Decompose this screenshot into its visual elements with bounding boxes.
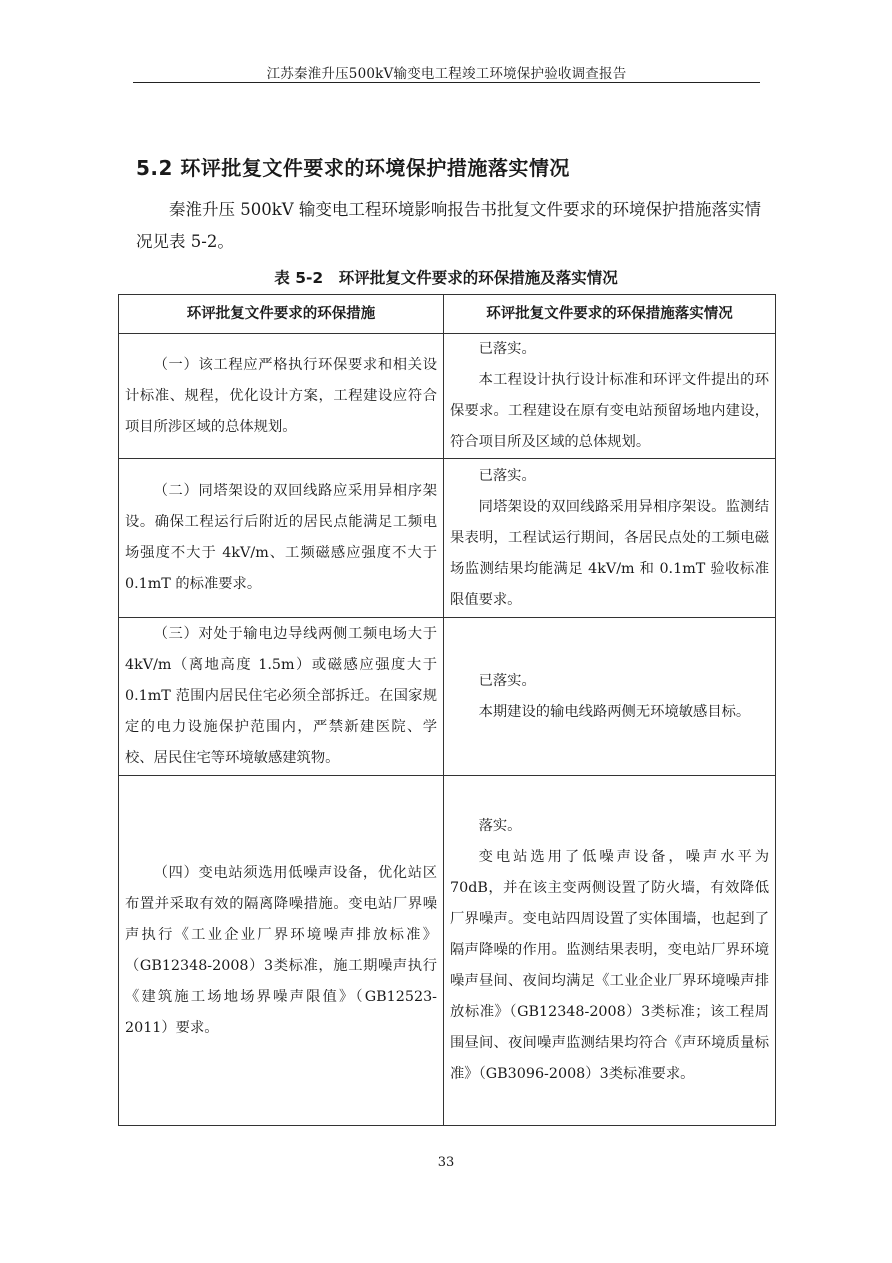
table-caption: 表 5-2 环评批复文件要求的环保措施及落实情况 bbox=[274, 269, 618, 287]
running-header: 江苏秦淮升压500kV输变电工程竣工环境保护验收调查报告 bbox=[266, 66, 627, 82]
status-text: 已落实。 bbox=[478, 467, 536, 484]
status-text: 已落实。 bbox=[478, 672, 536, 689]
requirement-text: （三）对处于输电边导线两侧工频电场大于 4kV/m（离地高度 1.5m）或磁感应强度大于 0.1mT 范围内居民住宅必须全部拆迁。在国家规定的电力设施保护范围内，严禁新建医院、学校、居民住宅等环境敏感建筑物。 bbox=[125, 626, 437, 766]
table-row bbox=[119, 618, 776, 776]
table-header-row bbox=[119, 295, 776, 334]
requirement-cell bbox=[119, 459, 444, 618]
implementation-cell bbox=[444, 459, 776, 618]
header-rule bbox=[133, 82, 760, 83]
requirement-text: （四）变电站须选用低噪声设备，优化站区布置并采取有效的隔离降噪措施。变电站厂界噪声执行《工业企业厂界环境噪声排放标准》（GB12348-2008）3类标准，施工期噪声执行《建筑施工场地场界噪声限值》（GB12523-2011）要求。 bbox=[125, 864, 437, 1036]
intro-paragraph: 秦淮升压 500kV 输变电工程环境影响报告书批复文件要求的环境保护措施落实情况见表 5-2。 bbox=[136, 200, 761, 251]
requirement-cell bbox=[119, 776, 444, 1126]
requirement-cell bbox=[119, 334, 444, 459]
measures-table bbox=[118, 294, 776, 1126]
section-title: 5.2 环评批复文件要求的环境保护措施落实情况 bbox=[136, 156, 570, 180]
table-row bbox=[119, 459, 776, 618]
implementation-text: 本工程设计执行设计标准和环评文件提出的环保要求。工程建设在原有变电站预留场地内建设，符合项目所及区域的总体规划。 bbox=[450, 372, 769, 450]
page-number: 33 bbox=[437, 1155, 455, 1170]
status-text: 已落实。 bbox=[478, 341, 536, 357]
implementation-text: 本期建设的输电线路两侧无环境敏感目标。 bbox=[478, 703, 751, 720]
requirement-cell bbox=[119, 618, 444, 776]
requirement-text: （二）同塔架设的双回线路应采用异相序架设。确保工程运行后附近的居民点能满足工频电场强度不大于 4kV/m、工频磁感应强度不大于 0.1mT 的标准要求。 bbox=[125, 483, 437, 592]
status-text: 落实。 bbox=[478, 818, 522, 834]
requirement-text: （一）该工程应严格执行环保要求和相关设计标准、规程，优化设计方案，工程建设应符合项目所涉区域的总体规划。 bbox=[125, 356, 437, 435]
implementation-cell bbox=[444, 618, 776, 776]
table-row bbox=[119, 776, 776, 1126]
column-header-implementation: 环评批复文件要求的环保措施落实情况 bbox=[444, 295, 776, 334]
implementation-text: 变电站选用了低噪声设备，噪声水平为 70dB，并在该主变两侧设置了防火墙，有效降低厂界噪声。变电站四周设置了实体围墙，也起到了隔声降噪的作用。监测结果表明，变电站厂界环境噪声昼间、夜间均满足《工业企业厂界环境噪声排放标准》（GB12348-2008）3类标准；该工程周围昼间、夜间噪声监测结果均符合《声环境质量标准》（GB3096-2008）3类标准要求。 bbox=[450, 849, 769, 1082]
implementation-text: 同塔架设的双回线路采用异相序架设。监测结果表明，工程试运行期间，各居民点处的工频电磁场监测结果均能满足 4kV/m 和 0.1mT 验收标准限值要求。 bbox=[450, 498, 769, 608]
implementation-cell bbox=[444, 776, 776, 1126]
column-header-requirement: 环评批复文件要求的环保措施 bbox=[119, 295, 444, 334]
implementation-cell bbox=[444, 334, 776, 459]
table-row bbox=[119, 334, 776, 459]
